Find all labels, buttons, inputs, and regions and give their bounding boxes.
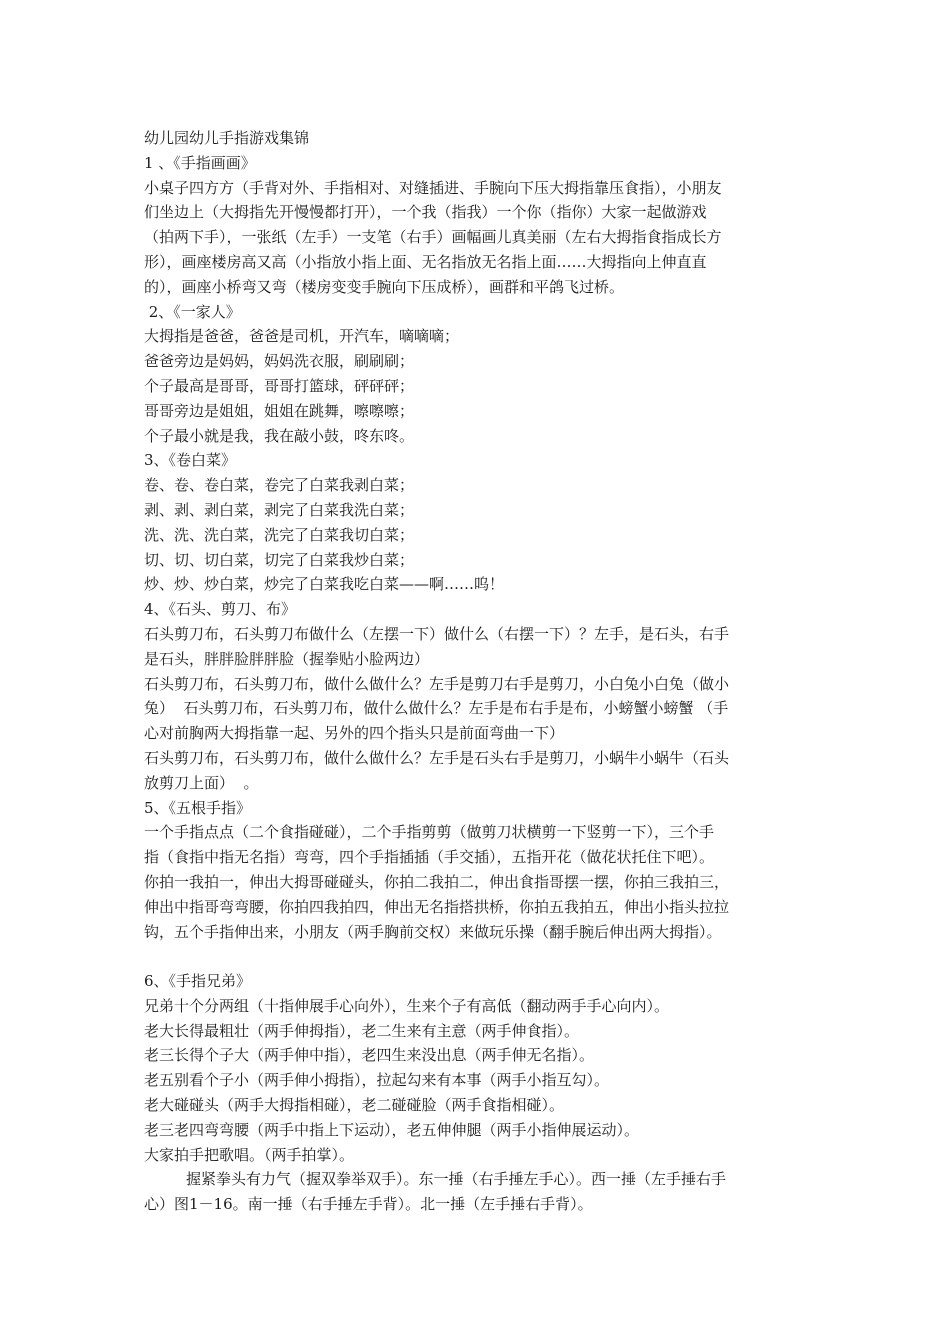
section-heading-6: 6、《手指兄弟》 [144, 972, 252, 991]
section-2-line: 爸爸旁边是妈妈，妈妈洗衣服，刷刷刷； [144, 352, 415, 371]
section-3-line: 切、切、切白菜，切完了白菜我炒白菜； [144, 550, 415, 569]
document-page [144, 126, 808, 1217]
section-6-tail-line: 心）图1－16。南一捶（右手捶左手背）。北一捶（左手捶右手背）。 [144, 1195, 593, 1214]
section-2-line: 个子最小就是我，我在敲小鼓，咚东咚。 [144, 426, 415, 445]
section-4-line: 石头剪刀布，石头剪刀布，做什么做什么？左手是石头右手是剪刀，小蜗牛小蜗牛（石头 [144, 748, 730, 767]
document-title: 幼儿园幼儿手指游戏集锦 [144, 129, 310, 147]
section-1-line: 小桌子四方方（手背对外、手指相对、对缝插进、手腕向下压大拇指靠压食指），小朋友 [144, 178, 722, 197]
section-4-line: 石头剪刀布，石头剪刀布做什么（左摆一下）做什么（右摆一下）？左手，是石头，右手 [144, 624, 730, 643]
section-1-line: 的），画座小桥弯又弯（楼房变变手腕向下压成桥），画群和平鸽飞过桥。 [144, 277, 625, 296]
section-5-line: 你拍一我拍一，伸出大拇哥碰碰头，你拍二我拍二，伸出食指哥摆一摆，你拍三我拍三， [144, 872, 730, 891]
section-5-line: 钩，五个手指伸出来，小朋友（两手胸前交权）来做玩乐操（翻手腕后伸出两大拇指）。 [144, 922, 722, 941]
section-heading-3: 3、《卷白菜》 [144, 451, 237, 470]
section-6-line: 兄弟十个分两组（十指伸展手心向外），生来个子有高低（翻动两手手心向内）。 [144, 996, 670, 1015]
section-heading-5: 5、《五根手指》 [144, 798, 252, 817]
section-1-line: 形），画座楼房高又高（小指放小指上面、无名指放无名指上面……大拇指向上伸直直 [144, 252, 707, 271]
section-4-line: 是石头，胖胖脸胖胖脸（握拳贴小脸两边） [144, 649, 430, 668]
section-6-line: 大家拍手把歌唱。（两手拍掌）。 [144, 1145, 355, 1164]
section-1-line: 们坐边上（大拇指先开慢慢都打开），一个我（指我）一个你（指你）大家一起做游戏 [144, 203, 707, 222]
section-4-line: 兔） 石头剪刀布，石头剪刀布，做什么做什么？左手是布右手是布，小螃蟹小螃蟹 （手 [144, 699, 729, 718]
section-6-line: 老三长得个子大（两手伸中指），老四生来没出息（两手伸无名指）。 [144, 1046, 595, 1065]
section-6-line: 老五别看个子小（两手伸小拇指），拉起勾来有本事（两手小指互勾）。 [144, 1071, 610, 1090]
section-6-line: 老大碰碰头（两手大拇指相碰），老二碰碰脸（两手食指相碰）。 [144, 1096, 565, 1115]
section-3-line: 洗、洗、洗白菜，洗完了白菜我切白菜； [144, 525, 415, 544]
section-heading-2: 2、《一家人》 [144, 302, 241, 321]
section-6-line: 老三老四弯弯腰（两手中指上下运动），老五伸伸腿（两手小指伸展运动）。 [144, 1120, 640, 1139]
section-3-line: 炒、炒、炒白菜，炒完了白菜我吃白菜——啊……呜！ [144, 575, 505, 594]
section-6-line: 老大长得最粗壮（两手伸拇指），老二生来有主意（两手伸食指）。 [144, 1021, 580, 1040]
section-5-line: 伸出中指哥弯弯腰，你拍四我拍四，伸出无名指搭拱桥，你拍五我拍五，伸出小指头拉拉 [144, 897, 730, 916]
section-2-line: 个子最高是哥哥，哥哥打篮球，砰砰砰； [144, 376, 415, 395]
section-1-line: （拍两下手），一张纸（左手）一支笔（右手）画幅画儿真美丽（左右大拇指食指成长方 [144, 228, 722, 247]
section-5-line: 指（食指中指无名指）弯弯，四个手指插插（手交插），五指开花（做花状托住下吧）。 [144, 848, 715, 867]
section-2-line: 大拇指是爸爸，爸爸是司机，开汽车，嘀嘀嘀； [144, 327, 460, 346]
blank-line [144, 944, 808, 969]
section-heading-4: 4、《石头、剪刀、布》 [144, 600, 297, 619]
section-4-line: 放剪刀上面） 。 [144, 773, 259, 792]
section-3-line: 剥、剥、剥白菜，剥完了白菜我洗白菜； [144, 500, 415, 519]
section-2-line: 哥哥旁边是姐姐，姐姐在跳舞，嚓嚓嚓； [144, 401, 415, 420]
section-4-line: 石头剪刀布，石头剪刀布，做什么做什么？左手是剪刀右手是剪刀，小白兔小白兔（做小 [144, 674, 730, 693]
section-5-line: 一个手指点点（二个食指碰碰），二个手指剪剪（做剪刀状横剪一下竖剪一下），三个手 [144, 823, 715, 842]
section-heading-1: 1 、《手指画画》 [144, 153, 256, 172]
section-6-tail-line: 握紧拳头有力气（握双拳举双手）。东一捶（右手捶左手心）。西一捶（左手捶右手 [186, 1170, 727, 1189]
section-4-line: 心对前胸两大拇指靠一起、另外的四个指头只是前面弯曲一下） [144, 724, 565, 743]
section-3-line: 卷、卷、卷白菜，卷完了白菜我剥白菜； [144, 476, 415, 495]
